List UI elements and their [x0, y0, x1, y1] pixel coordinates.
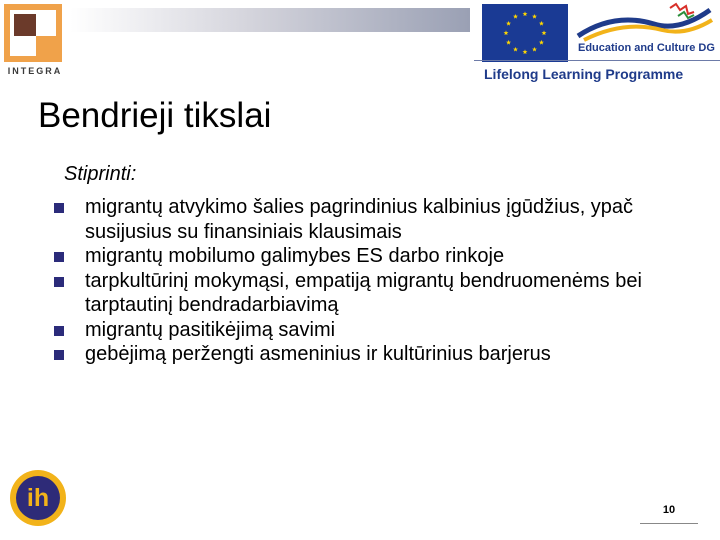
eu-star-icon	[539, 40, 544, 45]
eu-star-icon	[523, 49, 528, 54]
header-divider	[474, 60, 720, 61]
eu-star-icon	[532, 47, 537, 52]
eu-flag-logo	[482, 4, 568, 62]
header-gradient-band	[70, 8, 470, 32]
programme-name: Lifelong Learning Programme	[484, 66, 684, 82]
bullet-text: migrantų pasitikėjimą savimi	[85, 318, 336, 341]
eu-star-icon	[513, 47, 518, 52]
eu-logo-caption: Education and Culture DG	[578, 42, 715, 54]
integra-logo-icon	[4, 4, 62, 62]
eu-star-icon	[532, 14, 537, 19]
square-bullet-icon	[54, 350, 64, 360]
square-bullet-icon	[54, 252, 64, 262]
square-bullet-icon	[54, 203, 64, 213]
education-culture-dg-graphic	[574, 2, 714, 42]
eu-star-icon	[523, 11, 528, 16]
bullet-item	[52, 318, 692, 343]
bullet-text: gebėjimą peržengti asmeninius ir kultūrinius barjerus	[85, 343, 551, 365]
bullet-text: migrantų atvykimo šalies pagrindinius kalbinius įgūdžius, ypač susijusius su finansiniais klausimais	[85, 196, 634, 243]
page-number: 10	[662, 504, 676, 516]
eu-star-icon	[506, 21, 511, 26]
eu-star-icon	[506, 40, 511, 45]
bullet-text: migrantų mobilumo galimybes ES darbo rinkoje	[85, 245, 505, 267]
bullet-item	[52, 195, 692, 244]
eu-star-icon	[539, 21, 544, 26]
footer-divider	[640, 523, 698, 524]
bullet-list	[52, 195, 692, 367]
slide-subheading: Stiprinti:	[64, 163, 137, 185]
eu-star-icon	[542, 30, 547, 35]
eu-stars-icon	[482, 4, 568, 62]
bullet-text: tarpkultūrinį mokymąsi, empatiją migrantų bendruomenėms bei tarptautinį bendradarbiavimą	[85, 269, 642, 316]
integra-logo-text: INTEGRA	[7, 66, 63, 76]
integra-logo	[4, 4, 66, 76]
bullet-item	[52, 269, 692, 318]
bullet-item	[52, 244, 692, 269]
square-bullet-icon	[54, 326, 64, 336]
bullet-item	[52, 342, 692, 367]
eu-star-icon	[504, 30, 509, 35]
eu-star-icon	[513, 14, 518, 19]
square-bullet-icon	[54, 277, 64, 287]
slide-title: Bendrieji tikslai	[38, 96, 272, 135]
ih-logo	[10, 470, 66, 526]
ih-logo-text: ih	[16, 476, 60, 520]
